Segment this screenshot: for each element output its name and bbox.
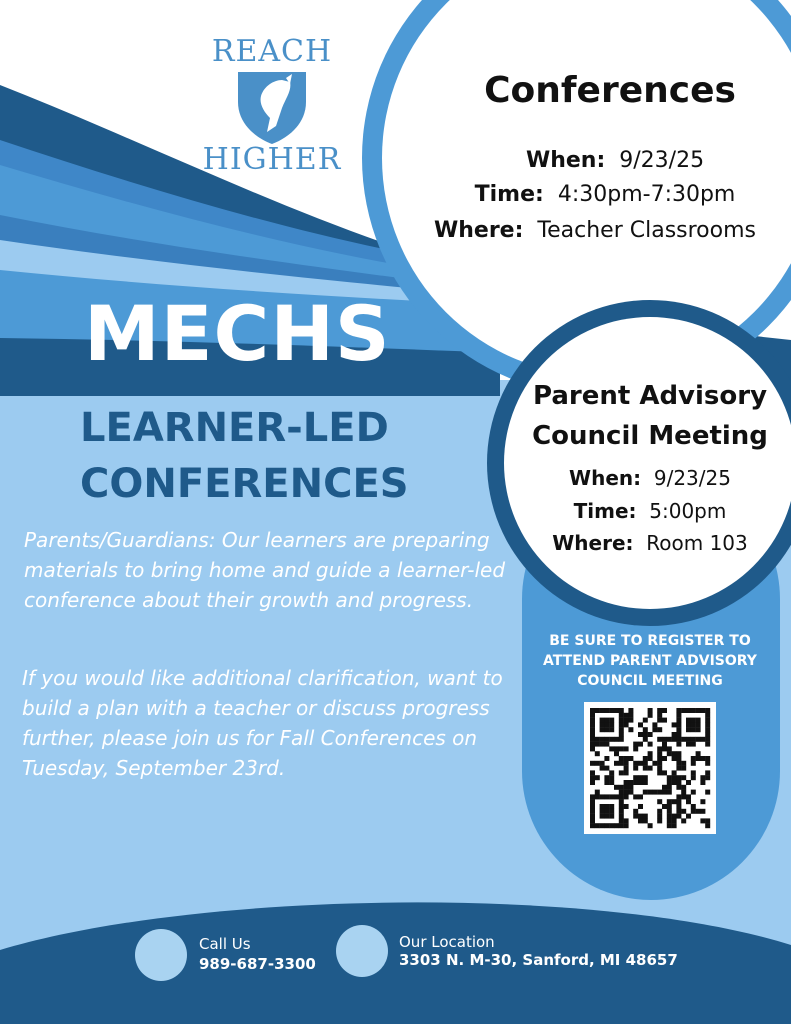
conferences-where <box>395 218 791 243</box>
conferences-where-value: Teacher Classrooms <box>537 218 756 243</box>
conferences-time-value: 4:30pm-7:30pm <box>557 182 736 207</box>
conferences-when-label: When: <box>525 148 606 173</box>
pac-title-line-1: Parent Advisory <box>532 381 768 411</box>
pac-title-line-2: Council Meeting <box>532 421 768 451</box>
page-title: MECHS <box>84 289 391 378</box>
pac-when-label: When: <box>569 466 642 490</box>
address: 3303 N. M-30, Sanford, MI 48657 <box>399 951 678 969</box>
pac-when-value: 9/23/25 <box>653 466 731 490</box>
subtitle-line-2: CONFERENCES <box>80 461 409 507</box>
phone-icon <box>135 929 187 981</box>
intro-paragraph: Parents/Guardians: Our learners are preparing materials to bring home and guide a learner-led conference about their growth and progress. <box>24 528 506 612</box>
pac-when <box>512 466 788 490</box>
pac-title <box>512 376 788 456</box>
pac-where-label: Where: <box>552 531 634 555</box>
location-label: Our Location <box>399 933 495 951</box>
conferences-time <box>395 182 791 207</box>
clarification-paragraph: If you would like additional clarification, want to build a plan with a teacher or discuss progress further, please join us for Fall Conferences on Tuesday, September 23rd. <box>22 666 503 780</box>
subtitle-line-1: LEARNER-LED <box>80 405 389 451</box>
register-line-2: ATTEND PARENT ADVISORY <box>543 653 757 669</box>
conferences-time-label: Time: <box>474 182 544 207</box>
conferences-where-label: Where: <box>433 218 524 243</box>
conferences-title: Conferences <box>484 70 736 111</box>
register-line-3: COUNCIL MEETING <box>577 673 723 689</box>
pac-time-value: 5:00pm <box>649 499 727 523</box>
register-notice <box>524 631 776 691</box>
location-icon <box>336 925 388 977</box>
conferences-when-value: 9/23/25 <box>619 148 705 173</box>
qr-code-icon[interactable] <box>584 702 716 834</box>
phone-number[interactable]: 989-687-3300 <box>199 955 316 973</box>
pac-where <box>512 531 788 555</box>
conferences-when <box>405 148 791 173</box>
logo-top-word: REACH <box>211 34 333 69</box>
register-line-1: BE SURE TO REGISTER TO <box>549 633 751 649</box>
logo-bottom-word: HIGHER <box>202 142 342 177</box>
call-us-label: Call Us <box>199 935 251 953</box>
pac-where-value: Room 103 <box>646 531 748 555</box>
pac-time <box>512 499 788 523</box>
horse-head-shield-icon <box>234 68 310 146</box>
pac-time-label: Time: <box>573 499 637 523</box>
